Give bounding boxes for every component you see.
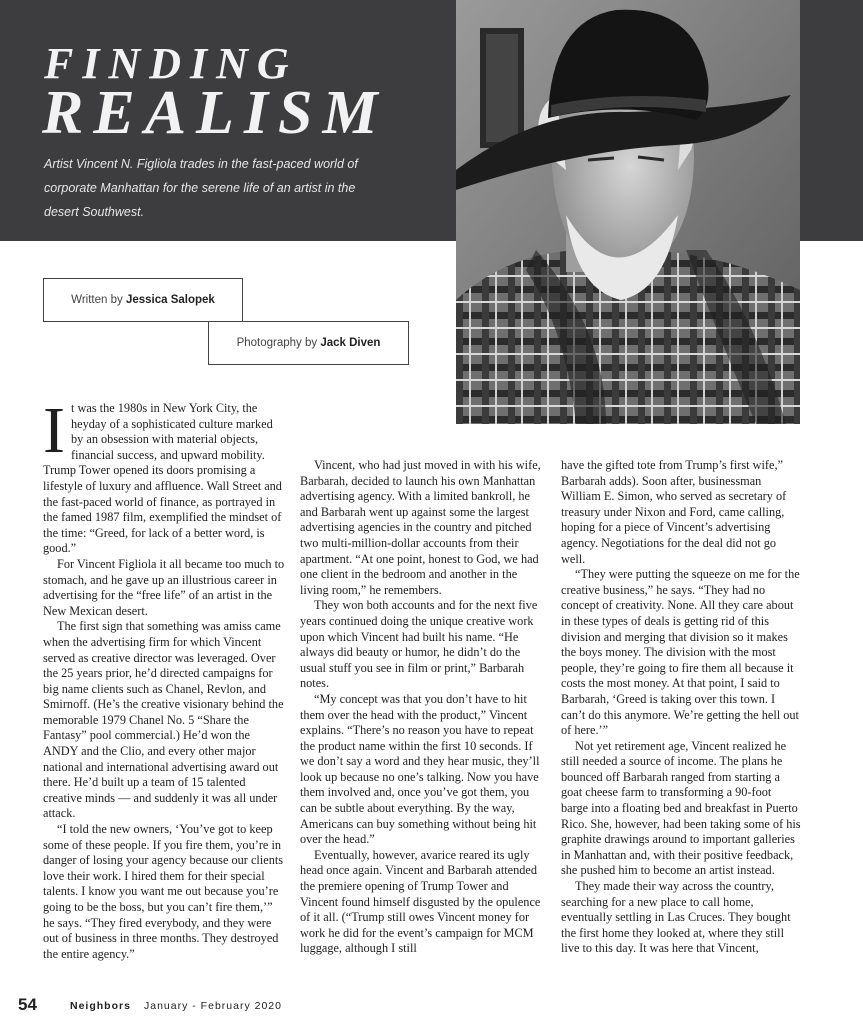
article-subtitle: Artist Vincent N. Figliola trades in the fast-paced world of corporate Manhattan for the serene life of an artist in the desert Southwest. [44, 157, 358, 219]
issue-date: January - February 2020 [144, 1000, 282, 1012]
drop-cap: I [43, 394, 65, 467]
article-paragraph [43, 394, 286, 557]
publication-name: Neighbors [70, 1000, 131, 1012]
article-column-1 [43, 394, 286, 962]
article-paragraph: Vincent, who had just moved in with his wife, Barbarah, decided to launch his own Manhattan advertising agency. With a limited bankroll, he and Barbarah went up against some the largest advertising agencies in the country and pitched two multi-million-dollar accounts from their apartment. “At one point, honest to God, we had one client in the bedroom and another in the living room,” he remembers. [300, 458, 541, 597]
article-paragraph: “I told the new owners, ‘You’ve got to keep some of these people. If you fire them, you’re in danger of losing your agency because our clients love their work. I hired them for their special talents. I know you want me out because you’re going to be the boss, but you can’t fire them,’” he says. “They fired everybody, and they were out of business in three months. They destroyed the entire agency.” [43, 822, 284, 961]
article-paragraph: They won both accounts and for the next five years continued doing the unique creative work upon which Vincent had built his name. “He always did beauty or humor, he didn’t do the usual stuff you see in film or print,” Barbarah notes. [300, 598, 538, 691]
article-paragraph: “They were putting the squeeze on me for the creative business,” he says. “They had no concept of creativity. None. All they care about in these types of deals is getting rid of this division and merging that division so it makes the boys money. The division with the most people, they’re going to fire them all because it costs the most money. At that point, I said to Barbarah, ‘Greed is taking over this town. I can’t do this anymore. We’re getting the hell out of here.’” [561, 567, 800, 738]
title-line-2: REALISM [42, 79, 388, 147]
article-paragraph: Not yet retirement age, Vincent realized he still needed a source of income. The plans he bounced off Barbarah ranged from starting a goat cheese farm to transforming a 90-foot barge into a floating bed and breakfast in Puerto Rico. She, however, had been taking some of his graphite drawings around to important galleries in Manhattan and, with their positive feedback, she pushed him to become an artist instead. [561, 738, 801, 878]
article-column-3 [561, 458, 801, 957]
photo-credit [208, 321, 409, 365]
article-paragraph: Eventually, however, avarice reared its ugly head once again. Vincent and Barbarah attended the premiere opening of Trump Tower and Vincent found himself disgusted by the opulence of it all. (“Trump still owes Vincent money for work he did for the event’s campaign for MCM luggage, although I still [300, 847, 541, 956]
article-paragraph: have the gifted tote from Trump’s first wife,” Barbarah adds). Soon after, businessman William E. Simon, who served as secretary of treasury under Nixon and Ford, came calling, hoping for a piece of Vincent’s advertising agency. Negotiations for the deal did not go well. [561, 458, 787, 566]
title-line-1: FINDING [44, 39, 298, 88]
writer-credit [43, 278, 243, 322]
photo-credit-prefix: Photography by [236, 337, 318, 349]
article-column-2 [300, 458, 548, 957]
portrait-photo [456, 0, 800, 424]
writer-name: Jessica Salopek [125, 294, 215, 306]
article-paragraph: “My concept was that you don’t have to hit them over the head with the product,” Vincent explains. “There’s no reason you have to repeat the product name within the first 10 seconds. If we don’t say a word and they hear music, they’ll look up because no one’s talking. Now you have them involved and, once you’ve got them, you can be subtle about everything. By the way, Americans can buy something without being hit over the head.” [300, 691, 540, 847]
article-paragraph: They made their way across the country, searching for a new place to call home, eventually settling in Las Cruces. They bought the first home they looked at, where they still live to this day. It was here that Vincent, [561, 879, 791, 956]
paragraph-text: t was the 1980s in New York City, the heyday of a sophisticated culture marked by an obsession with material objects, financial success, and upward mobility. Trump Tower opened its doors promising a lifestyle of luxury and affluence. Wall Street and the fast-paced world of finance, as portrayed in the famed 1987 film, exemplified the mindset of the time: “Greed, for lack of a better word, is good.” [43, 401, 282, 556]
page-number: 54 [18, 995, 37, 1014]
writer-credit-prefix: Written by [71, 294, 123, 306]
photographer-name: Jack Diven [320, 337, 381, 349]
portrait-illustration [456, 0, 800, 424]
article-paragraph: For Vincent Figliola it all became too much to stomach, and he gave up an illustrious career in advertising for the “free life” of an artist in the New Mexican desert. [43, 556, 285, 618]
article-paragraph: The first sign that something was amiss came when the advertising firm for which Vincent served as creative director was leveraged. Over the 25 years prior, he’d directed campaigns for big name clients such as Chanel, Revlon, and Smirnoff. (He’s the creative visionary behind the memorable 1979 Chanel No. 5 “Share the Fantasy” pool commercial.) He’d won the ANDY and the Clio, and every other major national and international advertising award out there. He’d built up a team of 15 talented creative minds — and suddenly it was all under attack. [43, 619, 284, 821]
